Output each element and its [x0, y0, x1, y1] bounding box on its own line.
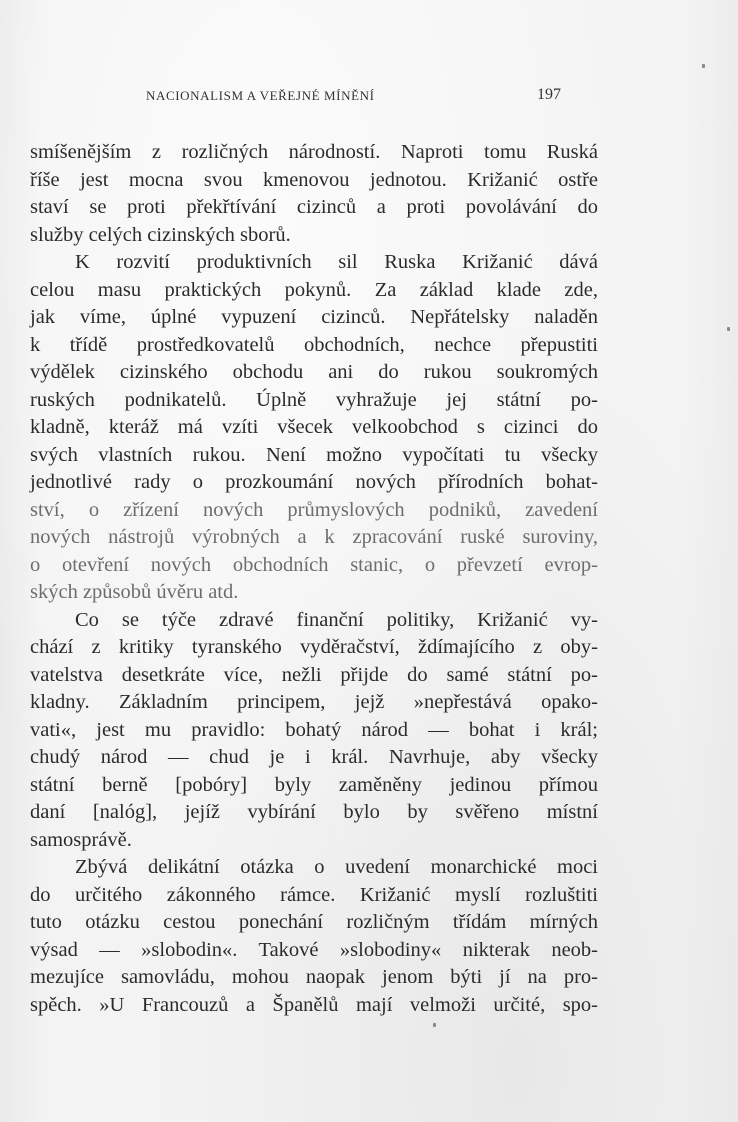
running-title: NACIONALISM A VEŘEJNÉ MÍNĚNÍ: [146, 88, 375, 103]
page-number: 197: [537, 86, 561, 103]
text-line: staví se proti překřtívání cizinců a proti povolávání do: [30, 196, 598, 218]
text-line: chudý národ — chud je i král. Navrhuje, aby všecky: [30, 746, 598, 768]
text-line: vati«, jest mu pravidlo: bohatý národ — bohat i král;: [30, 718, 598, 741]
paragraph-3: [30, 607, 598, 855]
text-line: ských způsobů úvěru atd.: [30, 581, 239, 603]
text-line: jednotlivé rady o prozkoumání nových přírodních bohat-: [30, 471, 598, 493]
text-line: samosprávě.: [30, 828, 132, 851]
text-line: ruských podnikatelů. Úplně vyhražuje jej státní po-: [30, 388, 598, 411]
text-line: služby celých cizinských sborů.: [30, 223, 291, 246]
text-line: tuto otázku cestou ponechání rozličným třídám mírných: [30, 911, 598, 933]
text-line: spěch. »U Francouzů a Španělů mají velmoži určité, spo-: [30, 993, 598, 1016]
text-line: výsad — »slobodin«. Takové »slobodiny« nikterak neob-: [30, 938, 598, 961]
text-line: mezujíce samovládu, mohou naopak jenom býti jí na pro-: [30, 966, 598, 988]
text-line: jak víme, úplné vypuzení cizinců. Nepřátelsky naladěn: [30, 306, 598, 328]
paper-speck: [727, 327, 730, 331]
text-line: chází z kritiky tyranského vyděračství, ždímajícího z oby-: [30, 636, 598, 658]
text-line: o otevření nových obchodních stanic, o převzetí evrop-: [30, 553, 598, 576]
paragraph-1: [30, 139, 598, 249]
text-line: říše jest mocna svou kmenovou jednotou. Križanić ostře: [30, 168, 598, 191]
text-line: daní [nalóg], jejíž vybírání bylo by svěřeno místní: [30, 801, 598, 823]
text-line: celou masu praktických pokynů. Za základ klade zde,: [30, 278, 598, 301]
text-line: vatelstva desetkráte více, nežli přijde do samé státní po-: [30, 663, 598, 686]
paper-speck: [433, 1023, 436, 1027]
text-line: státní berně [pobóry] byly zaměněny jedinou přímou: [30, 773, 598, 796]
text-line: kladně, kteráž má vzíti všecek velkoobchod s cizinci do: [30, 416, 598, 438]
paragraph-2: [30, 249, 598, 607]
text-line: kladny. Základním principem, jejž »nepřestává opako-: [30, 691, 598, 713]
text-line: výdělek cizinského obchodu ani do rukou soukromých: [30, 361, 598, 383]
text-line: ství, o zřízení nových průmyslových podniků, zavedení: [30, 498, 598, 521]
body-text: [30, 139, 598, 1019]
text-line: Co se týče zdravé finanční politiky, Križanić vy-: [75, 608, 598, 631]
text-line: nových nástrojů výrobných a k zpracování ruské suroviny,: [30, 526, 598, 548]
text-line: svých vlastních rukou. Není možno vypočítati tu všecky: [30, 443, 598, 466]
text-line: K rozvití produktivních sil Ruska Križanić dává: [75, 251, 598, 273]
paper-speck: [702, 64, 705, 68]
text-line: k třídě prostředkovatelů obchodních, nechce přepustiti: [30, 333, 598, 356]
paragraph-4: [30, 854, 598, 1019]
text-line: smíšenějším z rozličných národností. Naproti tomu Ruská: [30, 141, 598, 163]
text-line: do určitého zákonného rámce. Križanić myslí rozluštiti: [30, 883, 598, 906]
text-line: Zbývá delikátní otázka o uvedení monarchické moci: [75, 856, 598, 878]
